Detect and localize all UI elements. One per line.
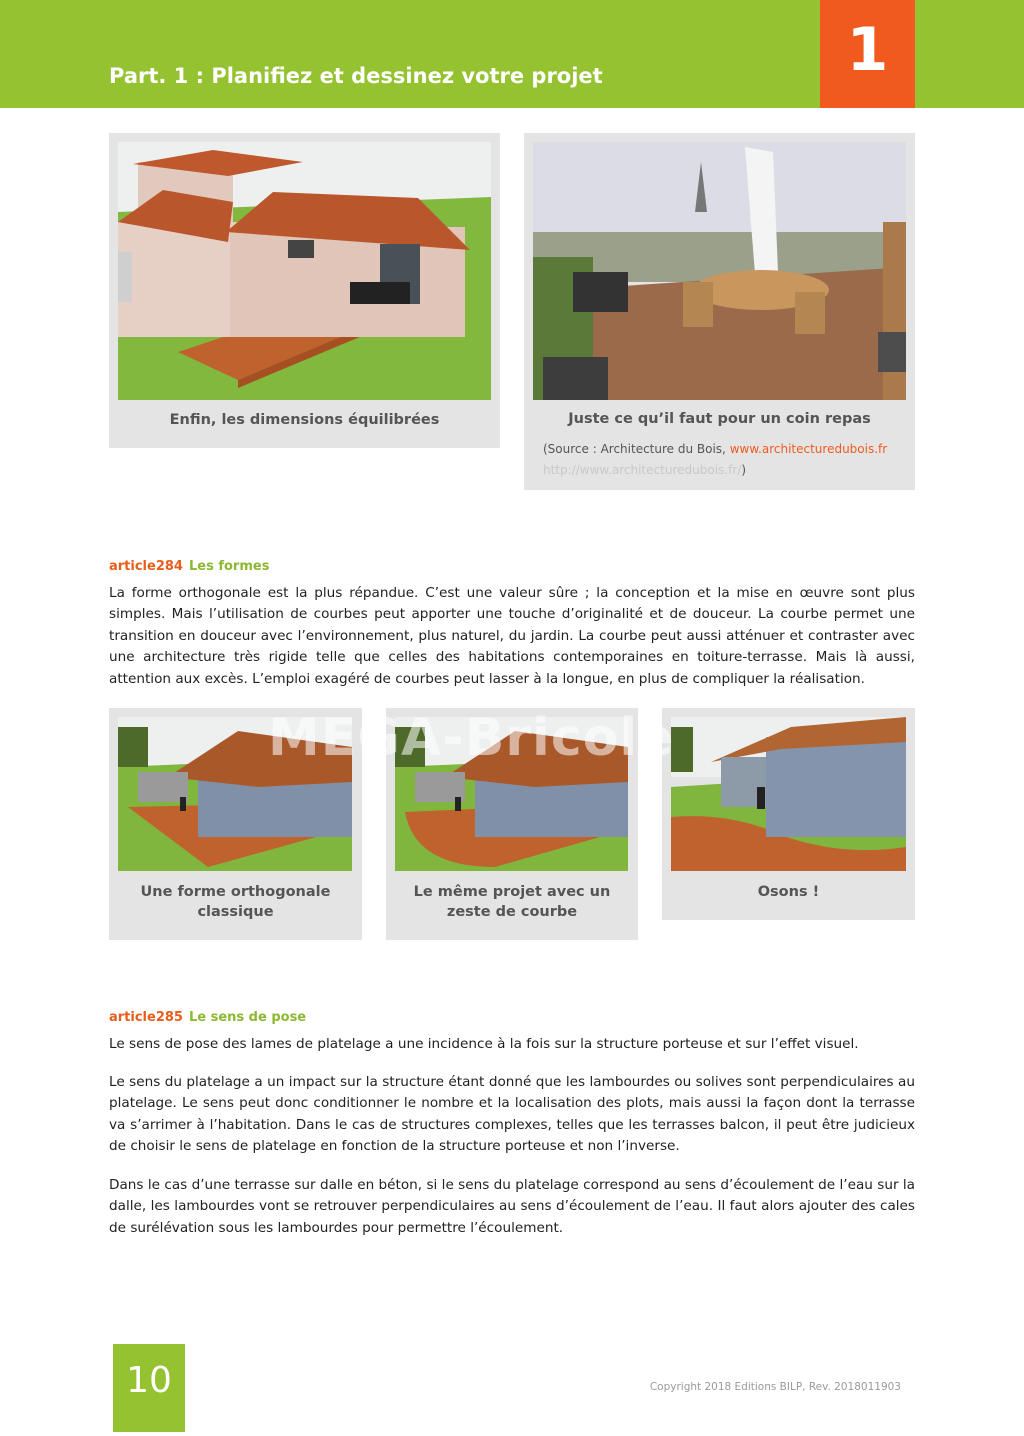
figure-card-osons <box>662 708 915 920</box>
header-title: Part. 1 : Planifiez et dessinez votre projet <box>109 64 603 88</box>
section-title: Les formes <box>188 559 270 574</box>
section-heading-sens-de-pose <box>109 1010 306 1025</box>
figure-caption: Enfin, les dimensions équilibrées <box>169 412 440 428</box>
figure-caption: Le même projet avec un zeste de courbe <box>413 884 611 920</box>
watermark: MEGA-Bricole <box>268 708 675 768</box>
chapter-number: 1 <box>820 0 915 108</box>
bold-terrace-render <box>671 717 906 871</box>
terrace-photo-image <box>533 142 906 400</box>
paragraph: La forme orthogonale est la plus répandue. C’est une valeur sûre ; la conception et la mise en œuvre sont plus simples. Mais l’utilisation de courbes peut apporter une touche d’originalité et de douceur. La courbe permet une transition en douceur avec l’environnement, plus naturel, du jardin. La courbe peut aussi atténuer et contraster avec une architecture très rigide telle que celles des habitations contemporaines en toiture-terrasse. Mais là aussi, attention aux excès. L’emploi exagéré de courbes peut lasser à la longue, en plus de compliquer la réalisation. <box>109 585 915 687</box>
source-prefix: (Source : Architecture du Bois, <box>543 442 730 456</box>
copyright-notice: Copyright 2018 Editions BILP, Rev. 2018011903 <box>649 1381 901 1393</box>
section-number: article285 <box>109 1010 183 1025</box>
page-number: 10 <box>113 1344 185 1432</box>
figure-card-dimensions <box>109 133 500 448</box>
source-suffix: ) <box>741 463 746 477</box>
paragraph: Le sens de pose des lames de platelage a une incidence à la fois sur la structure porteuse et sur l’effet visuel. <box>109 1036 859 1052</box>
figure-caption: Juste ce qu’il faut pour un coin repas <box>568 411 871 427</box>
figure-source <box>543 439 903 481</box>
paragraph: Le sens du platelage a un impact sur la structure étant donné que les lambourdes ou solives sont perpendiculaires au platelage. Le sens peut donc conditionner le nombre et la localisation des plots, mais aussi la façon dont la terrasse va s’arrimer à l’habitation. Dans le cas de structures complexes, telles que les terrasses balcon, il peut être judicieux de choisir le sens de platelage en fonction de la structure porteuse et non l’inverse. <box>109 1074 915 1155</box>
section-number: article284 <box>109 559 183 574</box>
section-title: Le sens de pose <box>188 1010 307 1025</box>
house-render-image <box>118 142 491 400</box>
page-header <box>0 0 1024 108</box>
source-link[interactable]: www.architecturedubois.fr <box>729 442 888 456</box>
section-heading-formes <box>109 559 269 574</box>
source-url-link[interactable]: http://www.architecturedubois.fr/ <box>543 463 742 477</box>
paragraph: Dans le cas d’une terrasse sur dalle en béton, si le sens du platelage correspond au sens d’écoulement de l’eau sur la dalle, les lambourdes vont se retrouver perpendiculaires au sens d’écoulement de l’eau. Il faut alors ajouter des cales de surélévation sous les lambourdes pour permettre l’écoulement. <box>109 1177 915 1236</box>
figure-caption: Osons ! <box>757 884 820 900</box>
figure-caption: Une forme orthogonale classique <box>140 884 331 920</box>
figure-card-dining <box>524 133 915 490</box>
